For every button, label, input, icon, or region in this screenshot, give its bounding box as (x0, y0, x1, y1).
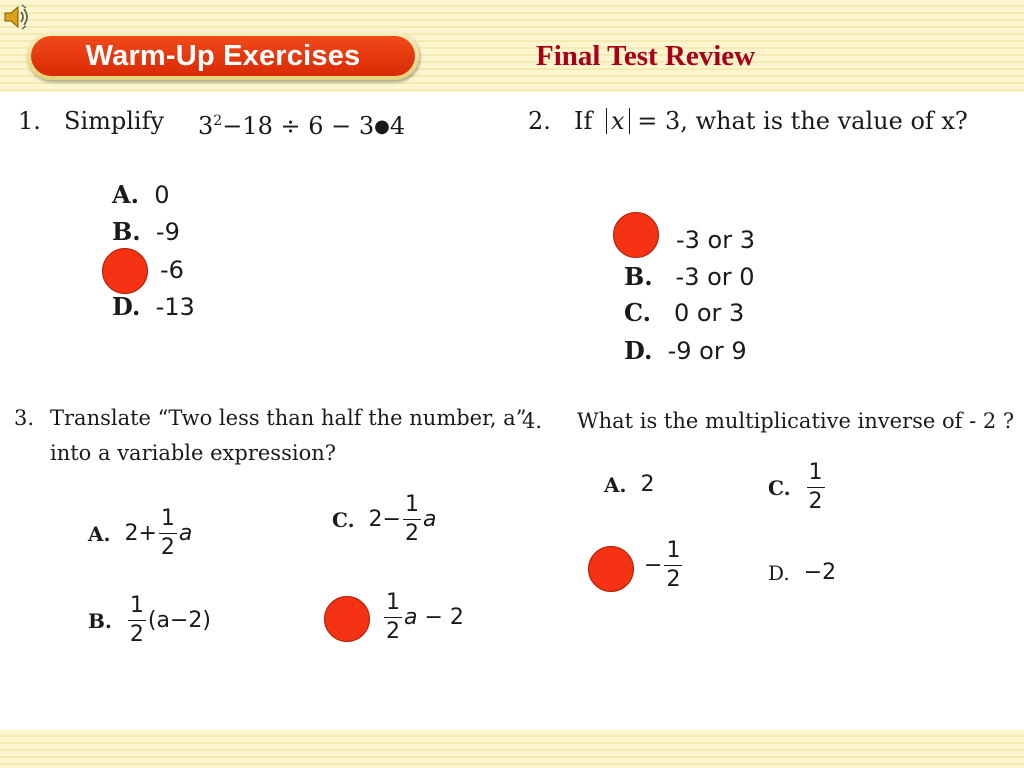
fraction: $\frac{1}{2}$ (129, 593, 144, 647)
q4-answer-marker (588, 546, 634, 592)
q4-prompt: What is the multiplicative inverse of - 2 ? (577, 409, 1015, 433)
q3-prompt-line2: into a variable expression? (50, 441, 336, 465)
q3-answer-marker (324, 596, 370, 642)
q1-prompt: Simplify (64, 107, 165, 135)
q1-choice-b[interactable]: B. -9 (112, 217, 180, 246)
q4-choice-d[interactable]: D. −2 (768, 560, 837, 585)
fraction: $\frac{1}{2}$ (404, 492, 419, 546)
q4-number: 4. (522, 409, 543, 433)
q3-choice-b[interactable]: B. $\frac{1}{2}$ (a−2) (88, 593, 211, 647)
q2-abs-value: x (606, 108, 630, 134)
q3-choice-d[interactable]: $\frac{1}{2}$ a − 2 (386, 590, 464, 644)
q3-choice-c[interactable]: C. 2− $\frac{1}{2}$ a (332, 492, 437, 546)
fraction: $\frac{1}{2}$ (808, 460, 823, 514)
footer-band (0, 730, 1024, 768)
q1-expression: $3^2-18 \div 6$ − 3●4 (198, 112, 406, 140)
q2-choice-a[interactable]: -3 or 3 (676, 226, 756, 254)
q4-choice-b[interactable]: − $\frac{1}{2}$ (644, 538, 681, 592)
q1-choice-a[interactable]: A. 0 (112, 180, 170, 209)
q2-answer-marker (613, 212, 659, 258)
section-title-banner (27, 32, 419, 80)
q3-choice-a[interactable]: A. 2+ $\frac{1}{2}$ a (88, 506, 193, 560)
section-title: Warm-Up Exercises (85, 39, 361, 72)
q2-number: 2. (528, 107, 551, 135)
q3-number: 3. (14, 406, 35, 430)
speaker-icon[interactable] (2, 2, 32, 32)
q1-choice-c[interactable]: -6 (160, 256, 184, 284)
q3-prompt-line1: Translate “Two less than half the number, a” (50, 406, 527, 430)
q2-choice-c[interactable]: C. 0 or 3 (624, 298, 745, 327)
fraction: $\frac{1}{2}$ (386, 590, 400, 644)
q4-choice-a[interactable]: A. 2 (604, 472, 655, 497)
q1-number: 1. (18, 107, 41, 135)
q1-choice-d[interactable]: D. -13 (112, 292, 195, 321)
q4-choice-c[interactable]: C. $\frac{1}{2}$ (768, 460, 823, 514)
q2-choice-d[interactable]: D. -9 or 9 (624, 336, 747, 365)
q1-answer-marker (102, 248, 148, 294)
review-title: Final Test Review (536, 40, 756, 72)
q2-prompt: If x = 3, what is the value of x? (574, 107, 968, 135)
q2-choice-b[interactable]: B. -3 or 0 (624, 262, 755, 291)
fraction: $\frac{1}{2}$ (666, 538, 681, 592)
fraction: $\frac{1}{2}$ (160, 506, 175, 560)
